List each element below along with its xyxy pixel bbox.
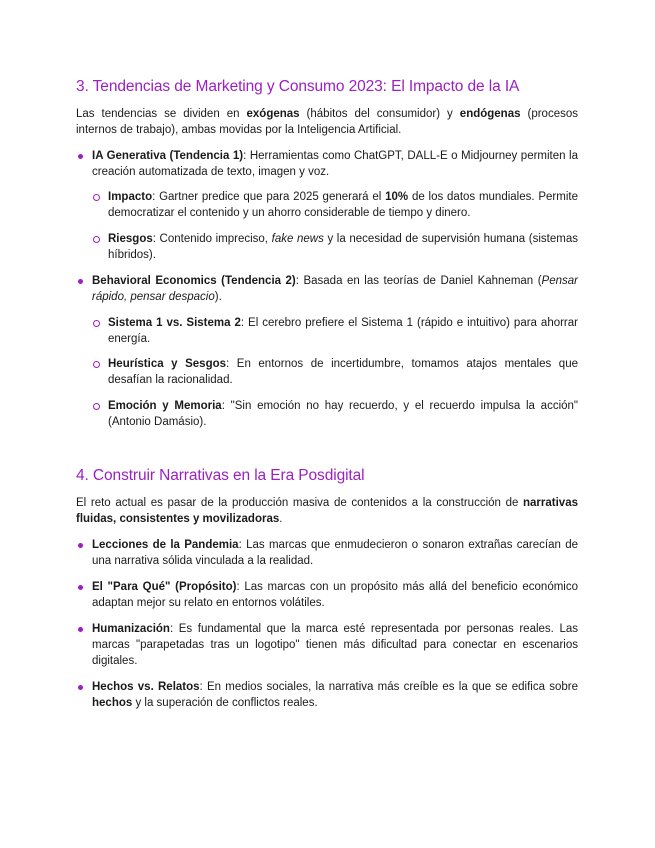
section-3-list	[76, 148, 578, 180]
item-text: de los datos mundiales. Permite democratizar el contenido y un ahorro considerable de tiempo y dinero.	[108, 191, 578, 219]
intro-bold: exógenas	[246, 108, 300, 120]
item-text: ).	[214, 291, 222, 303]
item-text: : Herramientas como ChatGPT, DALL-E o Midjourney permiten la creación automatizada de texto, imagen y voz.	[92, 150, 579, 178]
item-text: : Es fundamental que la marca esté representada por personas reales. Las marcas "parapetadas tras un logotipo" tienen más dificultad para conectar en escenarios digitales.	[92, 623, 578, 667]
bullet-icon	[78, 685, 83, 690]
intro-text: El reto actual es pasar de la producción masiva de contenidos a la construcción de	[76, 497, 524, 509]
sub-list-item	[92, 231, 578, 263]
section-3-sublist-2c	[92, 398, 578, 430]
section-4-item-4	[76, 679, 578, 711]
section-4-item-3	[76, 621, 578, 669]
intro-text: (hábitos del consumidor) y	[299, 108, 460, 120]
list-item	[76, 537, 578, 569]
section-3-sublist-2b	[92, 356, 578, 388]
item-italic: fake news	[271, 233, 324, 245]
section-4-item-1	[76, 537, 578, 569]
section-3-sublist-2a	[92, 315, 578, 347]
item-text: : En medios sociales, la narrativa más creíble es la que se edifica sobre	[199, 681, 578, 693]
circle-bullet-icon	[93, 194, 100, 201]
item-text: : En entornos de incertidumbre, tomamos atajos mentales que desafían la racionalidad.	[108, 358, 578, 386]
item-bold: Humanización	[92, 623, 170, 635]
section-4-title: 4. Construir Narrativas en la Era Posdigital	[76, 467, 365, 484]
item-text: : Basada en las teorías de Daniel Kahneman (	[295, 275, 542, 287]
section-3-sublist-1b	[92, 231, 578, 263]
bullet-icon	[78, 279, 83, 284]
item-bold: Emoción y Memoria	[108, 400, 222, 412]
item-bold: IA Generativa (Tendencia 1)	[92, 150, 244, 162]
list-item	[76, 579, 578, 611]
intro-text: .	[279, 513, 283, 525]
circle-bullet-icon	[93, 403, 100, 410]
intro-bold: narrativas fluidas, consistentes y movilizadoras	[76, 497, 578, 525]
circle-bullet-icon	[93, 320, 100, 327]
item-bold: Riesgos	[108, 233, 153, 245]
item-text: : Contenido impreciso,	[152, 233, 272, 245]
item-bold: Lecciones de la Pandemia	[92, 539, 239, 551]
item-bold: Behavioral Economics (Tendencia 2)	[92, 275, 296, 287]
sub-list-item	[92, 356, 578, 388]
item-text: y la necesidad de supervisión humana (sistemas híbridos).	[108, 233, 578, 261]
list-item	[76, 621, 578, 669]
item-text: : "Sin emoción no hay recuerdo, y el recuerdo impulsa la acción" (Antonio Damásio).	[108, 400, 579, 428]
item-text: : Las marcas con un propósito más allá del beneficio económico adaptan mejor su relato en entornos volátiles.	[92, 581, 578, 609]
bullet-icon	[78, 154, 83, 159]
item-text: : Gartner predice que para 2025 generará el	[152, 191, 386, 203]
item-bold: 10%	[385, 191, 409, 203]
intro-text: Las tendencias se dividen en	[76, 108, 247, 120]
item-text: : El cerebro prefiere el Sistema 1 (rápido e intuitivo) para ahorrar energía.	[108, 317, 578, 345]
item-text: : Las marcas que enmudecieron o sonaron extrañas carecían de una narrativa sólida vinculada a la realidad.	[92, 539, 578, 567]
item-bold: hechos	[92, 697, 133, 709]
sub-list-item	[92, 189, 578, 221]
item-bold: Sistema 1 vs. Sistema 2	[108, 317, 241, 329]
intro-bold: endógenas	[459, 108, 521, 120]
list-item	[76, 148, 578, 180]
circle-bullet-icon	[93, 236, 100, 243]
item-bold: Impacto	[108, 191, 153, 203]
sub-list-item	[92, 398, 578, 430]
section-3-sublist-1	[92, 189, 578, 221]
circle-bullet-icon	[93, 361, 100, 368]
list-item	[76, 273, 578, 305]
bullet-icon	[78, 585, 83, 590]
list-item	[76, 679, 578, 711]
item-italic: Pensar rápido, pensar despacio	[92, 275, 578, 303]
item-bold: El "Para Qué" (Propósito)	[92, 581, 237, 593]
section-3-title: 3. Tendencias de Marketing y Consumo 2023: El Impacto de la IA	[76, 78, 520, 95]
sub-list-item	[92, 315, 578, 347]
item-text: y la superación de conflictos reales.	[132, 697, 318, 709]
section-4-item-2	[76, 579, 578, 611]
bullet-icon	[78, 627, 83, 632]
section-4-intro	[76, 495, 578, 527]
item-bold: Hechos vs. Relatos	[92, 681, 200, 693]
item-bold: Heurística y Sesgos	[108, 358, 227, 370]
section-3-intro	[76, 106, 578, 138]
bullet-icon	[78, 543, 83, 548]
intro-text: (procesos internos de trabajo), ambas movidas por la Inteligencia Artificial.	[76, 108, 578, 136]
section-3-list-2	[76, 273, 578, 305]
